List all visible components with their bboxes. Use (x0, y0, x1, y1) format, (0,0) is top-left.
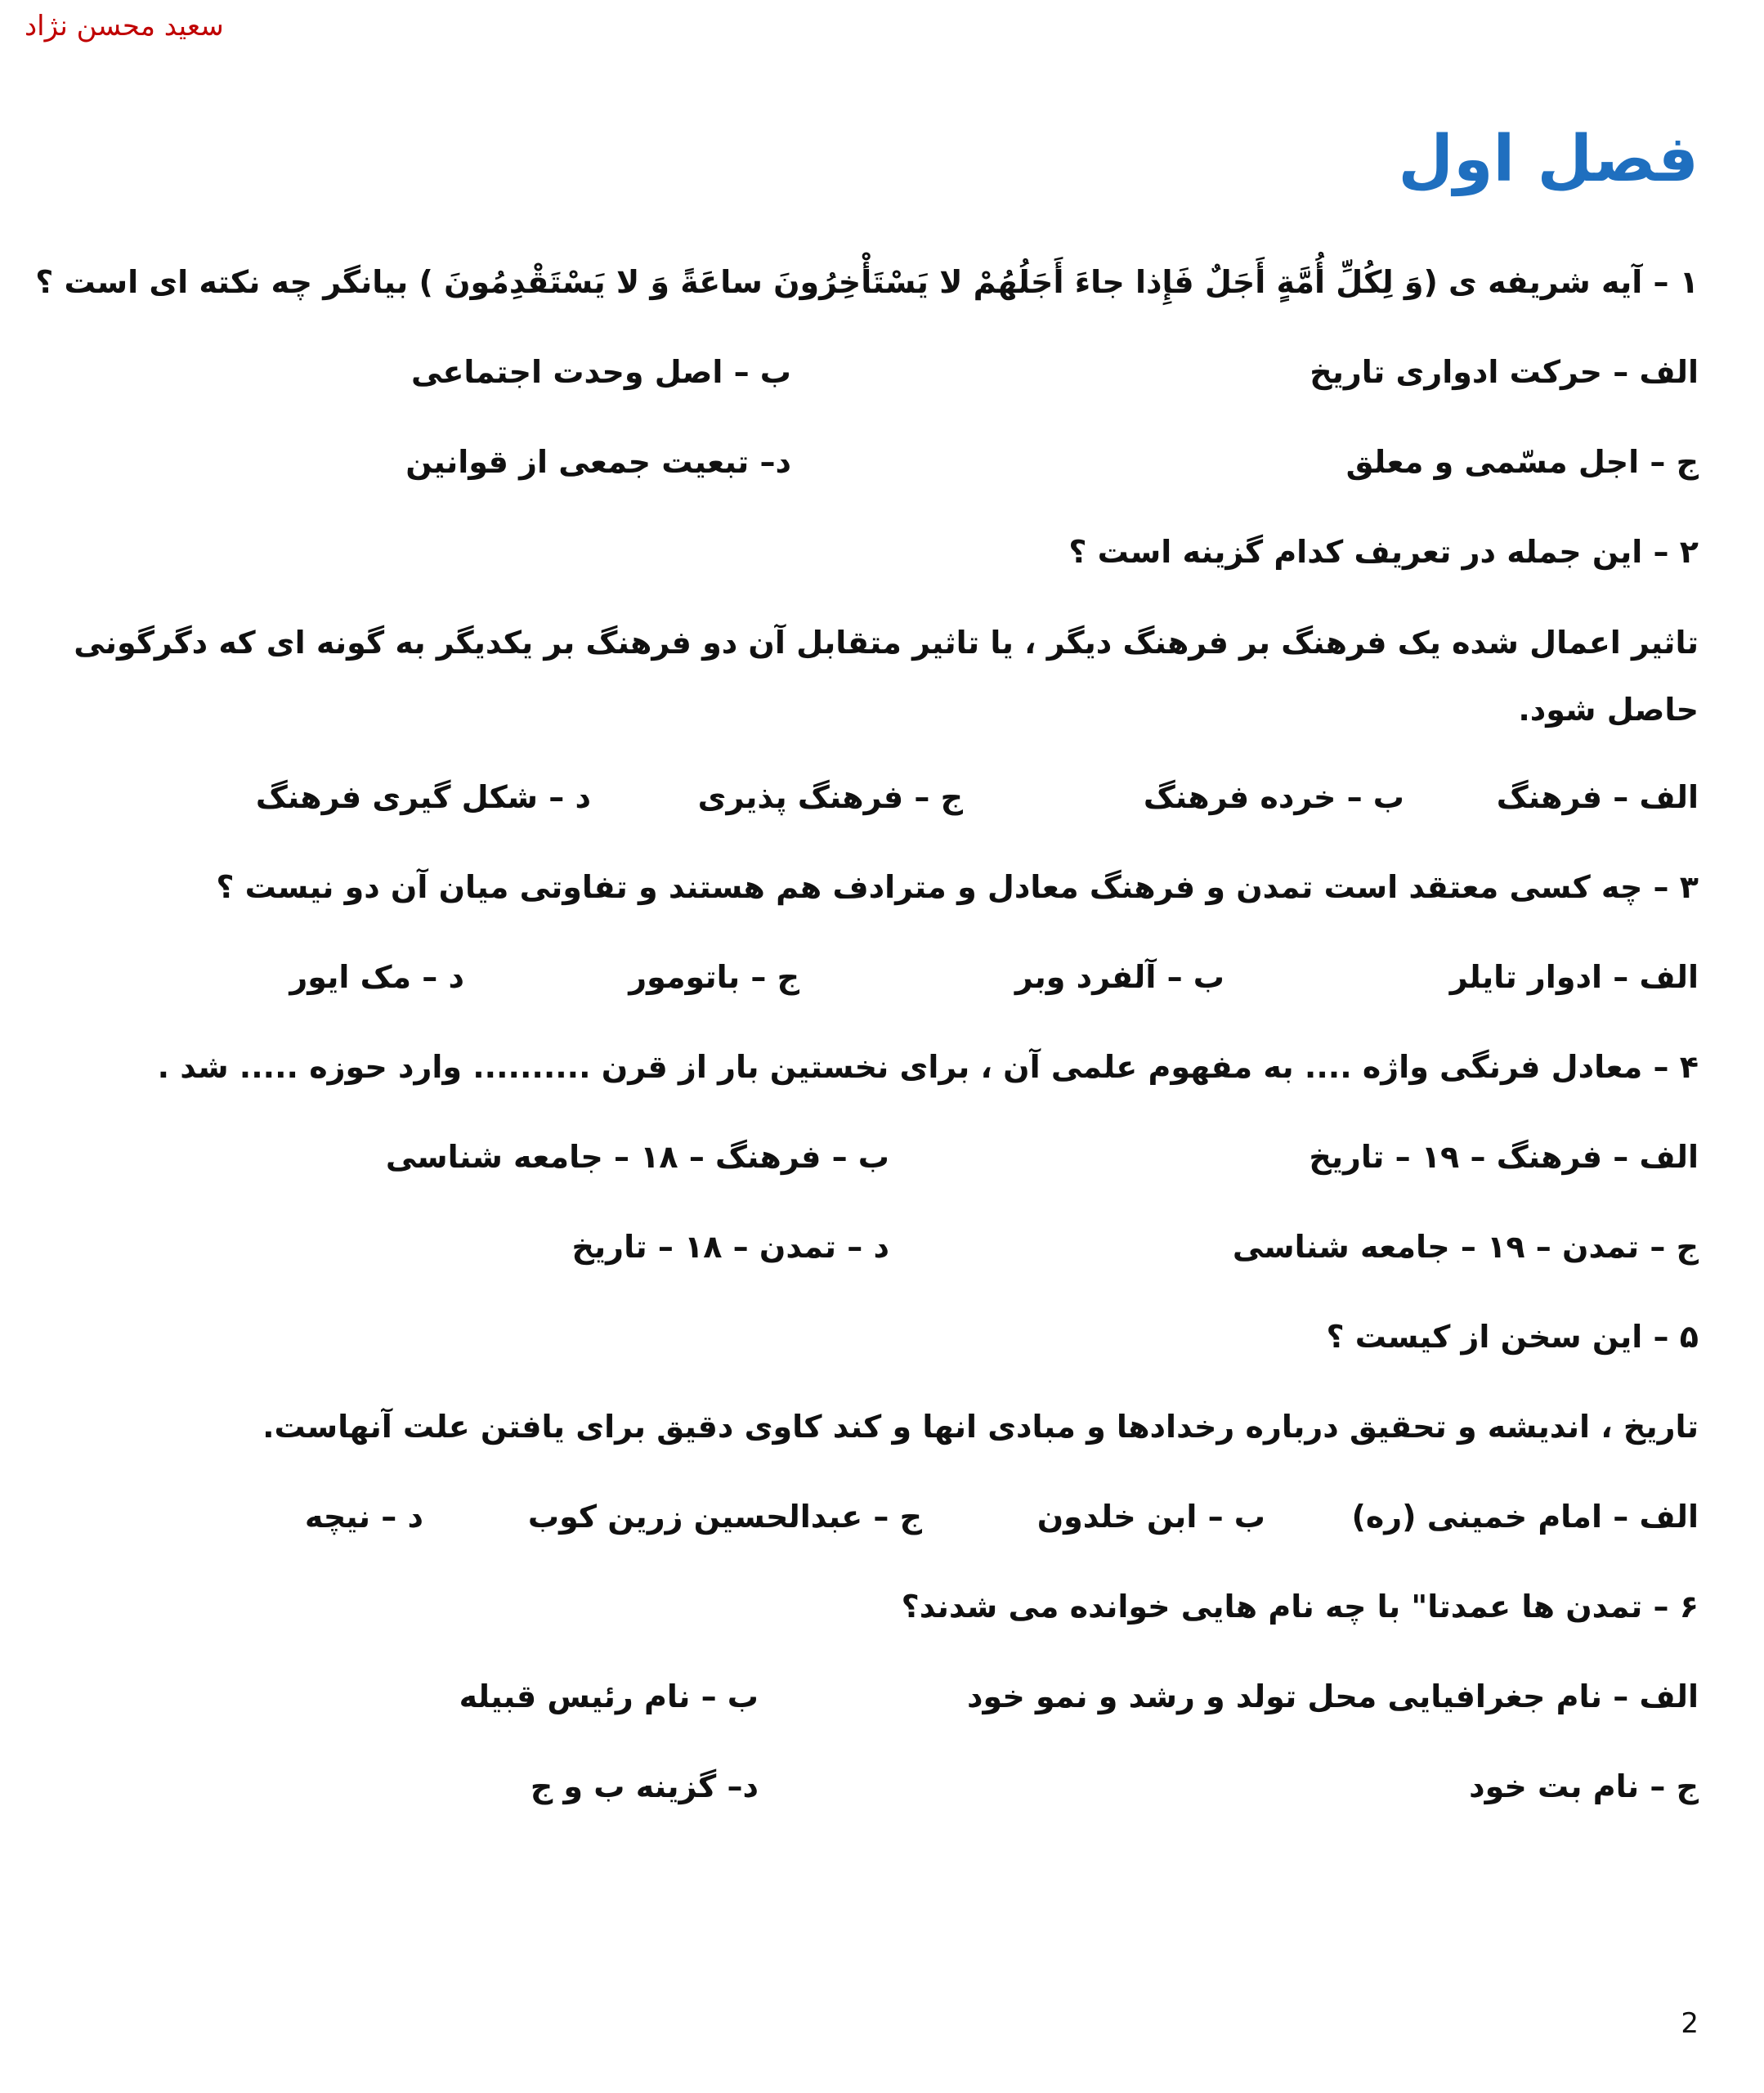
question-2-passage: تاثیر اعمال شده یک فرهنگ بر فرهنگ دیگر ، یا تاثیر متقابل آن دو فرهنگ بر یکدیگر به گونه ای که دگرگونی حاصل شود. (74, 625, 1699, 728)
question-4-text: ۴ – معادل فرنگی واژه .... به مفهوم علمی آن ، برای نخستین بار از قرن .......... وارد حوزه ..... شد . (157, 1049, 1699, 1085)
question-3-text: ۳ – چه کسی معتقد است تمدن و فرهنگ معادل و مترادف هم هستند و تفاوتی میان آن دو نیست ؟ (216, 869, 1699, 905)
question-2-option-c: ج – فرهنگ پذیری (697, 779, 963, 815)
question-1-option-b: ب – اصل وحدت اجتماعی (411, 354, 791, 390)
question-5-options-row (64, 1484, 1699, 1549)
question-2-options-row (64, 764, 1699, 830)
chapter-title: فصل اول (1398, 123, 1699, 196)
question-6-options-row-2 (64, 1754, 1699, 1819)
question-4-option-b: ب – فرهنگ – ۱۸ – جامعه شناسی (385, 1139, 889, 1175)
question-5-option-b: ب – ابن خلدون (1036, 1499, 1265, 1535)
question-1-option-a: الف – حرکت ادواری تاریخ (1310, 354, 1699, 390)
question-6-options-row-1 (64, 1664, 1699, 1729)
question-6-option-a: الف – نام جغرافیایی محل تولد و رشد و نمو خود (967, 1678, 1699, 1714)
question-6-text: ۶ – تمدن ها عمدتا" با چه نام هایی خوانده می شدند؟ (901, 1589, 1699, 1625)
question-3-option-a: الف – ادوار تایلر (1449, 959, 1699, 995)
question-1-options-row-1 (64, 339, 1699, 405)
question-2-option-a: الف – فرهنگ (1496, 779, 1699, 815)
question-5-text: ۵ – این سخن از کیست ؟ (1326, 1319, 1699, 1355)
question-4-options-row-2 (64, 1214, 1699, 1280)
question-1-text: ۱ – آیه شریفه ی (وَ لِکُلِّ أُمَّةٍ أَجَلٌ فَإِذا جاءَ أَجَلُهُمْ لا یَسْتَأْخِرُونَ ساعَةً وَ لا یَسْتَقْدِمُونَ ) بیانگر چه نکته ای است ؟ (35, 264, 1699, 300)
question-1-options-row-2 (64, 429, 1699, 495)
question-5-option-d: د – نیچه (304, 1499, 423, 1535)
question-4-option-c: ج – تمدن – ۱۹ – جامعه شناسی (1232, 1229, 1699, 1265)
question-3-option-c: ج – باتومور (629, 959, 799, 995)
question-6-option-c: ج – نام بت خود (1469, 1768, 1699, 1804)
question-3-option-b: ب – آلفرد وبر (1014, 959, 1225, 995)
question-4-option-d: د – تمدن – ۱۸ – تاریخ (571, 1229, 889, 1265)
author-name: سعید محسن نژاد (25, 10, 224, 43)
question-3-options-row (64, 944, 1699, 1010)
question-2-text: ۲ – این جمله در تعریف کدام گزینه است ؟ (1068, 534, 1699, 570)
question-4-option-a: الف – فرهنگ – ۱۹ – تاریخ (1309, 1139, 1699, 1175)
question-3-option-d: د – مک ایور (289, 959, 464, 995)
question-1-option-d: د– تبعیت جمعی از قوانین (405, 444, 791, 480)
question-5-option-c: ج – عبدالحسین زرین کوب (527, 1499, 922, 1535)
question-5-option-a: الف – امام خمینی (ره) (1351, 1499, 1699, 1535)
question-2-option-d: د – شکل گیری فرهنگ (255, 779, 591, 815)
question-6-option-d: د– گزینه ب و ج (530, 1768, 759, 1804)
question-4-options-row-1 (64, 1124, 1699, 1190)
question-5-passage: تاریخ ، اندیشه و تحقیق درباره رخدادها و مبادی انها و کند کاوی دقیق برای یافتن علت آنهاست. (262, 1409, 1699, 1445)
page-number: 2 (1681, 2007, 1699, 2040)
question-2-option-b: ب – خرده فرهنگ (1143, 779, 1404, 815)
question-6-option-b: ب – نام رئیس قبیله (459, 1678, 759, 1714)
question-1-option-c: ج – اجل مسّمی و معلق (1345, 444, 1699, 480)
